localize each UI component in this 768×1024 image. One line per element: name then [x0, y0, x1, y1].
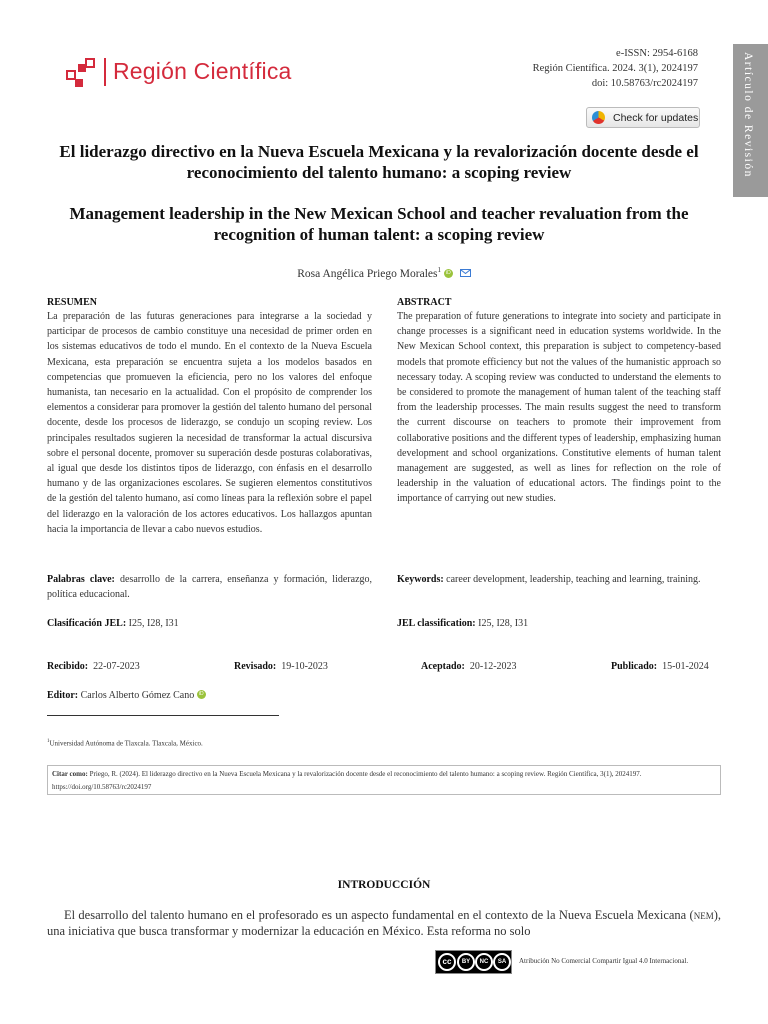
- keywords: [397, 573, 721, 588]
- intro-text-a: El desarrollo del talento humano en el profesorado es un aspecto fundamental en el contexto de la Nueva Escuela Mexicana (: [64, 908, 694, 922]
- journal-ref: Región Científica. 2024. 3(1), 2024197: [532, 63, 698, 74]
- date-received-value: 22-07-2023: [93, 661, 140, 672]
- article-type-label: Artículo de Revisión: [742, 52, 754, 178]
- title-spanish: El liderazgo directivo en la Nueva Escuela Mexicana y la revalorización docente desde el reconocimiento del talento humano: a scoping review: [59, 142, 699, 182]
- resumen-heading: RESUMEN: [47, 297, 98, 308]
- date-accepted-value: 20-12-2023: [469, 661, 517, 672]
- author-line: [0, 266, 768, 280]
- date-accepted: [421, 661, 517, 672]
- keywords-text: career development, leadership, teaching and learning, training.: [446, 574, 701, 585]
- jel-es: [47, 617, 372, 632]
- author-name: Rosa Angélica Priego Morales: [297, 267, 438, 280]
- date-received: [47, 661, 140, 672]
- date-revised-label: Revisado:: [234, 661, 277, 672]
- palabras-clave-label: Palabras clave:: [47, 574, 115, 585]
- jel-en-text: I25, I28, I31: [478, 618, 529, 629]
- intro-abbr: nem: [693, 908, 714, 922]
- journal-name: Región Científica: [113, 58, 292, 84]
- issn: e-ISSN: 2954-6168: [616, 48, 698, 59]
- date-published-label: Publicado:: [611, 661, 658, 672]
- intro-text-b: ), una iniciativa que busca transformar y modernizar la educación en México. Esta reforma no solo: [47, 908, 721, 938]
- editor-label: Editor:: [47, 690, 79, 701]
- citation-label: Citar como:: [52, 770, 88, 778]
- cc-by-icon: BY: [457, 953, 475, 971]
- crossmark-icon: [592, 111, 605, 124]
- logo-mark-icon: [66, 58, 96, 88]
- abstract-heading: ABSTRACT: [397, 297, 452, 308]
- jel-es-label: Clasificación JEL:: [47, 618, 127, 629]
- palabras-clave-text: desarrollo de la carrera, enseñanza y formación, liderazgo, política educacional.: [47, 574, 373, 600]
- doi[interactable]: doi: 10.58763/rc2024197: [591, 78, 698, 89]
- jel-en: [397, 617, 721, 632]
- email-icon[interactable]: [460, 269, 471, 277]
- citation-text: Priego, R. (2024). El liderazgo directivo en la Nueva Escuela Mexicana y la revalorización docente desde el reconocimiento del talento humano: a scoping review. Región Científica, 3(1), 2024197. https://doi.org/10.58763/rc2024197: [52, 770, 642, 791]
- date-received-label: Recibido:: [47, 661, 89, 672]
- abstract-text: The preparation of future generations to integrate into society and participate in change processes is a significant need in education systems worldwide. In the New Mexican School context, this preparation is subject to competency-based models that promote efficiency but not the values of the humanistic approach so necessary today. A scoping review was conducted to understand the elements to be considered to promote the management of human talent of the teaching staff from the leadership processes. The main results suggest the need to transform the current discourse on teachers to promote their improvement from collaborative positions and the different types of leadership, emphasizing human development and school organizations. Constitutive elements of human talent management are suggested, as well as lines for reflection on the role of leadership in the valuation of educational actors. The findings point to the importance of carrying out new studies.: [397, 311, 721, 505]
- editor-orcid-icon[interactable]: iD: [197, 690, 206, 699]
- check-updates-label: Check for updates: [613, 112, 699, 124]
- author-affiliation-mark: 1: [437, 266, 441, 274]
- keywords-label: Keywords:: [397, 574, 444, 585]
- date-published-value: 15-01-2024: [662, 661, 709, 672]
- citation-box: [47, 765, 721, 795]
- logo-divider: [104, 58, 106, 86]
- license-text: Atribución No Comercial Compartir Igual 4.0 Internacional.: [519, 957, 689, 965]
- palabras-clave: [47, 573, 372, 602]
- article-type-tab: [733, 44, 768, 197]
- cc-sa-icon: SA: [493, 953, 511, 971]
- footnote-rule: [47, 715, 279, 716]
- editor-line: [47, 690, 206, 701]
- journal-logo: [66, 58, 96, 88]
- orcid-icon[interactable]: iD: [444, 269, 453, 278]
- check-updates-button[interactable]: [586, 107, 700, 128]
- date-revised-value: 19-10-2023: [281, 661, 328, 672]
- date-revised: [234, 661, 328, 672]
- cc-nc-icon: NC: [475, 953, 493, 971]
- editor-name: Carlos Alberto Gómez Cano: [80, 690, 195, 701]
- footnote-text: Universidad Autónoma de Tlaxcala. Tlaxcala, México.: [49, 739, 203, 748]
- jel-es-text: I25, I28, I31: [128, 618, 179, 629]
- cc-icon: cc: [438, 953, 456, 971]
- footnote-mark: 1: [47, 739, 50, 744]
- date-published: [611, 661, 709, 672]
- affiliation-footnote: [47, 739, 203, 747]
- cc-license-badge[interactable]: [435, 950, 512, 974]
- intro-paragraph: [47, 907, 721, 939]
- intro-heading: INTRODUCCIÓN: [337, 879, 431, 891]
- resumen-text: La preparación de las futuras generaciones para integrarse a la sociedad y participar de procesos de cambio constituye una necesidad de primer orden en los sistemas educativos de todo el mundo. En el contexto de la Nueva Escuela Mexicana, esta preparación se encuentra sujeta a los modelos basados en competencias que promueven la eficiencia, pero no los valores del enfoque humanista, tan necesario en la actualidad. Con el propósito de comprender los elementos a considerar para promover la gestión del talento humano del personal docente, desde los procesos de liderazgo, se condujo un scoping review. Los principales resultados sugieren la necesidad de transformar la actual discursiva sobre el personal docente, promover su superación desde posturas colaborativas, al igual que desde los distintos tipos de liderazgo, con énfasis en el desarrollo humano y de las organizaciones escolares. Se sugieren elementos constitutivos de la gestión del talento humano, así como líneas para la reflexión sobre el papel del liderazgo en la valoración de los actores educativos. Los hallazgos apuntan hacia la importancia de llevar a cabo nuevos estudios.: [47, 311, 372, 535]
- date-accepted-label: Aceptado:: [421, 661, 465, 672]
- title-english: Management leadership in the New Mexican School and teacher revaluation from the recognition of human talent: a scoping review: [69, 204, 689, 244]
- jel-en-label: JEL classification:: [397, 618, 476, 629]
